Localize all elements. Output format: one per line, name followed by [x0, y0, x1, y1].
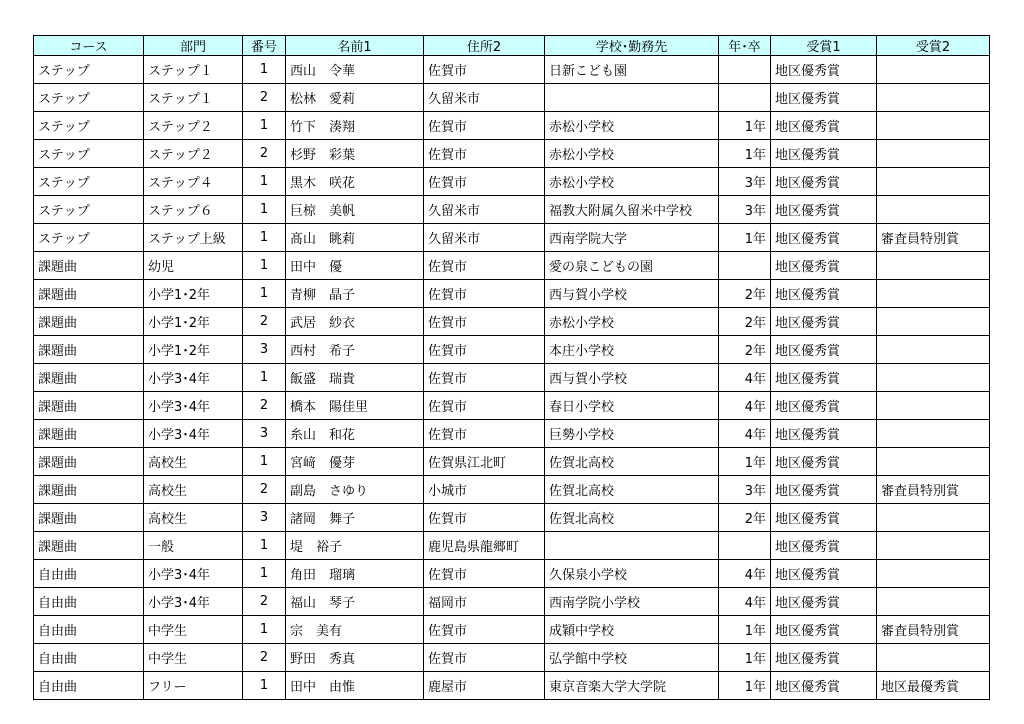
award1-cell: 地区優秀賞	[771, 168, 877, 196]
award2-cell	[877, 84, 990, 112]
table-row	[34, 56, 990, 84]
name-cell: 青柳 晶子	[286, 280, 424, 308]
course-cell: ステップ	[34, 196, 144, 224]
award1-cell: 地区優秀賞	[771, 504, 877, 532]
school-cell: 西南学院大学	[545, 224, 719, 252]
division-cell: ステップ１	[144, 84, 243, 112]
school-cell: 弘学館中学校	[545, 644, 719, 672]
name-cell: 副島 さゆり	[286, 476, 424, 504]
division-cell: 幼児	[144, 252, 243, 280]
division-cell: ステップ４	[144, 168, 243, 196]
grade-cell: 4年	[719, 588, 771, 616]
grade-cell	[719, 252, 771, 280]
award1-cell: 地区優秀賞	[771, 252, 877, 280]
award1-cell: 地区優秀賞	[771, 588, 877, 616]
number-cell: 2	[243, 476, 286, 504]
course-cell: 課題曲	[34, 308, 144, 336]
address-cell: 佐賀市	[424, 112, 545, 140]
table-row	[34, 252, 990, 280]
award1-cell: 地区優秀賞	[771, 644, 877, 672]
course-cell: ステップ	[34, 56, 144, 84]
school-cell: 巨勢小学校	[545, 420, 719, 448]
header-cell-number: 番号	[243, 36, 286, 56]
award2-cell: 審査員特別賞	[877, 476, 990, 504]
table-row	[34, 308, 990, 336]
number-cell: 3	[243, 504, 286, 532]
division-cell: 小学3･4年	[144, 364, 243, 392]
course-cell: 課題曲	[34, 364, 144, 392]
address-cell: 福岡市	[424, 588, 545, 616]
award2-cell	[877, 448, 990, 476]
number-cell: 1	[243, 280, 286, 308]
grade-cell: 1年	[719, 448, 771, 476]
name-cell: 松林 愛莉	[286, 84, 424, 112]
address-cell: 佐賀県江北町	[424, 448, 545, 476]
table-row	[34, 616, 990, 644]
award2-cell	[877, 140, 990, 168]
grade-cell: 1年	[719, 224, 771, 252]
address-cell: 佐賀市	[424, 56, 545, 84]
grade-cell: 3年	[719, 168, 771, 196]
name-cell: 宗 美有	[286, 616, 424, 644]
course-cell: ステップ	[34, 168, 144, 196]
name-cell: 杉野 彩葉	[286, 140, 424, 168]
course-cell: 自由曲	[34, 560, 144, 588]
award2-cell	[877, 308, 990, 336]
school-cell: 本庄小学校	[545, 336, 719, 364]
name-cell: 髙山 眺莉	[286, 224, 424, 252]
grade-cell: 1年	[719, 112, 771, 140]
school-cell: 赤松小学校	[545, 112, 719, 140]
division-cell: 高校生	[144, 476, 243, 504]
grade-cell	[719, 532, 771, 560]
table-row	[34, 532, 990, 560]
number-cell: 1	[243, 532, 286, 560]
award1-cell: 地区優秀賞	[771, 560, 877, 588]
school-cell: 久保泉小学校	[545, 560, 719, 588]
award1-cell: 地区優秀賞	[771, 364, 877, 392]
header-row	[34, 36, 990, 56]
award2-cell	[877, 252, 990, 280]
award2-cell	[877, 532, 990, 560]
division-cell: 中学生	[144, 616, 243, 644]
grade-cell: 2年	[719, 280, 771, 308]
grade-cell: 2年	[719, 336, 771, 364]
number-cell: 1	[243, 560, 286, 588]
address-cell: 佐賀市	[424, 308, 545, 336]
name-cell: 田中 優	[286, 252, 424, 280]
number-cell: 1	[243, 224, 286, 252]
address-cell: 鹿屋市	[424, 672, 545, 700]
school-cell	[545, 84, 719, 112]
grade-cell: 1年	[719, 616, 771, 644]
grade-cell: 1年	[719, 672, 771, 700]
address-cell: 小城市	[424, 476, 545, 504]
table-row	[34, 392, 990, 420]
division-cell: ステップ２	[144, 140, 243, 168]
division-cell: 小学3･4年	[144, 560, 243, 588]
course-cell: 課題曲	[34, 420, 144, 448]
number-cell: 2	[243, 308, 286, 336]
award1-cell: 地区優秀賞	[771, 308, 877, 336]
school-cell: 佐賀北高校	[545, 476, 719, 504]
address-cell: 佐賀市	[424, 644, 545, 672]
division-cell: 小学3･4年	[144, 392, 243, 420]
address-cell: 佐賀市	[424, 252, 545, 280]
header-cell-division: 部門	[144, 36, 243, 56]
name-cell: 黒木 咲花	[286, 168, 424, 196]
course-cell: 自由曲	[34, 616, 144, 644]
table-row	[34, 196, 990, 224]
award2-cell	[877, 168, 990, 196]
award1-cell: 地区優秀賞	[771, 476, 877, 504]
number-cell: 2	[243, 84, 286, 112]
school-cell: 東京音楽大学大学院	[545, 672, 719, 700]
grade-cell: 1年	[719, 140, 771, 168]
award2-cell	[877, 504, 990, 532]
school-cell: 佐賀北高校	[545, 504, 719, 532]
table-row	[34, 168, 990, 196]
grade-cell: 2年	[719, 504, 771, 532]
address-cell: 佐賀市	[424, 168, 545, 196]
address-cell: 鹿児島県龍郷町	[424, 532, 545, 560]
address-cell: 久留米市	[424, 224, 545, 252]
number-cell: 3	[243, 420, 286, 448]
award2-cell: 審査員特別賞	[877, 224, 990, 252]
course-cell: 課題曲	[34, 280, 144, 308]
header-cell-address: 住所2	[424, 36, 545, 56]
address-cell: 佐賀市	[424, 336, 545, 364]
address-cell: 佐賀市	[424, 280, 545, 308]
division-cell: ステップ６	[144, 196, 243, 224]
number-cell: 1	[243, 252, 286, 280]
grade-cell: 4年	[719, 364, 771, 392]
name-cell: 糸山 和花	[286, 420, 424, 448]
address-cell: 久留米市	[424, 196, 545, 224]
course-cell: ステップ	[34, 140, 144, 168]
course-cell: 課題曲	[34, 336, 144, 364]
address-cell: 佐賀市	[424, 364, 545, 392]
address-cell: 佐賀市	[424, 616, 545, 644]
division-cell: ステップ上級	[144, 224, 243, 252]
award1-cell: 地区優秀賞	[771, 84, 877, 112]
award2-cell	[877, 56, 990, 84]
grade-cell: 4年	[719, 392, 771, 420]
table-row	[34, 588, 990, 616]
course-cell: 自由曲	[34, 588, 144, 616]
division-cell: 小学1･2年	[144, 308, 243, 336]
number-cell: 1	[243, 616, 286, 644]
grade-cell	[719, 84, 771, 112]
division-cell: 高校生	[144, 504, 243, 532]
division-cell: 一般	[144, 532, 243, 560]
address-cell: 久留米市	[424, 84, 545, 112]
award2-cell	[877, 644, 990, 672]
name-cell: 田中 由惟	[286, 672, 424, 700]
award2-cell: 審査員特別賞	[877, 616, 990, 644]
course-cell: 課題曲	[34, 504, 144, 532]
table-row	[34, 420, 990, 448]
name-cell: 角田 瑠璃	[286, 560, 424, 588]
number-cell: 2	[243, 644, 286, 672]
school-cell: 佐賀北高校	[545, 448, 719, 476]
header-cell-course: コース	[34, 36, 144, 56]
name-cell: 西村 希子	[286, 336, 424, 364]
table-row	[34, 476, 990, 504]
name-cell: 飯盛 瑞貴	[286, 364, 424, 392]
grade-cell: 4年	[719, 420, 771, 448]
division-cell: ステップ１	[144, 56, 243, 84]
address-cell: 佐賀市	[424, 504, 545, 532]
division-cell: 小学3･4年	[144, 588, 243, 616]
award2-cell	[877, 560, 990, 588]
award2-cell: 地区最優秀賞	[877, 672, 990, 700]
table-row	[34, 364, 990, 392]
grade-cell: 1年	[719, 644, 771, 672]
school-cell: 赤松小学校	[545, 308, 719, 336]
school-cell: 西南学院小学校	[545, 588, 719, 616]
award2-cell	[877, 588, 990, 616]
award2-cell	[877, 280, 990, 308]
award2-cell	[877, 392, 990, 420]
award1-cell: 地区優秀賞	[771, 224, 877, 252]
award2-cell	[877, 336, 990, 364]
results-table	[33, 35, 990, 700]
table-row	[34, 560, 990, 588]
number-cell: 1	[243, 168, 286, 196]
table-row	[34, 280, 990, 308]
table-row	[34, 112, 990, 140]
table-row	[34, 672, 990, 700]
number-cell: 1	[243, 196, 286, 224]
school-cell: 西与賀小学校	[545, 364, 719, 392]
course-cell: 課題曲	[34, 532, 144, 560]
school-cell: 赤松小学校	[545, 140, 719, 168]
header-cell-award1: 受賞1	[771, 36, 877, 56]
number-cell: 1	[243, 672, 286, 700]
number-cell: 2	[243, 588, 286, 616]
header-cell-grade: 年･卒	[719, 36, 771, 56]
award1-cell: 地区優秀賞	[771, 672, 877, 700]
award1-cell: 地区優秀賞	[771, 448, 877, 476]
table-row	[34, 504, 990, 532]
number-cell: 1	[243, 56, 286, 84]
name-cell: 竹下 湊翔	[286, 112, 424, 140]
award2-cell	[877, 112, 990, 140]
number-cell: 1	[243, 448, 286, 476]
table-row	[34, 644, 990, 672]
address-cell: 佐賀市	[424, 560, 545, 588]
grade-cell: 3年	[719, 476, 771, 504]
division-cell: 小学3･4年	[144, 420, 243, 448]
number-cell: 3	[243, 336, 286, 364]
header-cell-school: 学校･勤務先	[545, 36, 719, 56]
grade-cell	[719, 56, 771, 84]
school-cell: 愛の泉こどもの園	[545, 252, 719, 280]
name-cell: 橋本 陽佳里	[286, 392, 424, 420]
course-cell: ステップ	[34, 84, 144, 112]
school-cell: 春日小学校	[545, 392, 719, 420]
number-cell: 2	[243, 392, 286, 420]
school-cell	[545, 532, 719, 560]
number-cell: 2	[243, 140, 286, 168]
award1-cell: 地区優秀賞	[771, 420, 877, 448]
header-cell-name: 名前1	[286, 36, 424, 56]
division-cell: 小学1･2年	[144, 280, 243, 308]
name-cell: 武居 紗衣	[286, 308, 424, 336]
table-row	[34, 448, 990, 476]
award1-cell: 地区優秀賞	[771, 112, 877, 140]
award1-cell: 地区優秀賞	[771, 616, 877, 644]
course-cell: 課題曲	[34, 392, 144, 420]
table-row	[34, 84, 990, 112]
award1-cell: 地区優秀賞	[771, 280, 877, 308]
course-cell: ステップ	[34, 112, 144, 140]
award1-cell: 地区優秀賞	[771, 532, 877, 560]
award2-cell	[877, 364, 990, 392]
course-cell: ステップ	[34, 224, 144, 252]
division-cell: ステップ２	[144, 112, 243, 140]
address-cell: 佐賀市	[424, 392, 545, 420]
course-cell: 課題曲	[34, 476, 144, 504]
grade-cell: 3年	[719, 196, 771, 224]
award2-cell	[877, 420, 990, 448]
division-cell: 中学生	[144, 644, 243, 672]
name-cell: 諸岡 舞子	[286, 504, 424, 532]
division-cell: 高校生	[144, 448, 243, 476]
address-cell: 佐賀市	[424, 140, 545, 168]
school-cell: 成穎中学校	[545, 616, 719, 644]
name-cell: 野田 秀真	[286, 644, 424, 672]
number-cell: 1	[243, 112, 286, 140]
school-cell: 西与賀小学校	[545, 280, 719, 308]
award1-cell: 地区優秀賞	[771, 392, 877, 420]
division-cell: フリー	[144, 672, 243, 700]
division-cell: 小学1･2年	[144, 336, 243, 364]
name-cell: 西山 令華	[286, 56, 424, 84]
name-cell: 堤 裕子	[286, 532, 424, 560]
table-row	[34, 140, 990, 168]
course-cell: 自由曲	[34, 672, 144, 700]
name-cell: 巨椋 美帆	[286, 196, 424, 224]
award1-cell: 地区優秀賞	[771, 336, 877, 364]
school-cell: 日新こども園	[545, 56, 719, 84]
course-cell: 課題曲	[34, 252, 144, 280]
award2-cell	[877, 196, 990, 224]
course-cell: 課題曲	[34, 448, 144, 476]
address-cell: 佐賀市	[424, 420, 545, 448]
grade-cell: 4年	[719, 560, 771, 588]
grade-cell: 2年	[719, 308, 771, 336]
table-row	[34, 224, 990, 252]
award1-cell: 地区優秀賞	[771, 56, 877, 84]
award1-cell: 地区優秀賞	[771, 196, 877, 224]
number-cell: 1	[243, 364, 286, 392]
school-cell: 福教大附属久留米中学校	[545, 196, 719, 224]
table-row	[34, 336, 990, 364]
course-cell: 自由曲	[34, 644, 144, 672]
school-cell: 赤松小学校	[545, 168, 719, 196]
name-cell: 福山 琴子	[286, 588, 424, 616]
header-cell-award2: 受賞2	[877, 36, 990, 56]
name-cell: 宮﨑 優芽	[286, 448, 424, 476]
award1-cell: 地区優秀賞	[771, 140, 877, 168]
